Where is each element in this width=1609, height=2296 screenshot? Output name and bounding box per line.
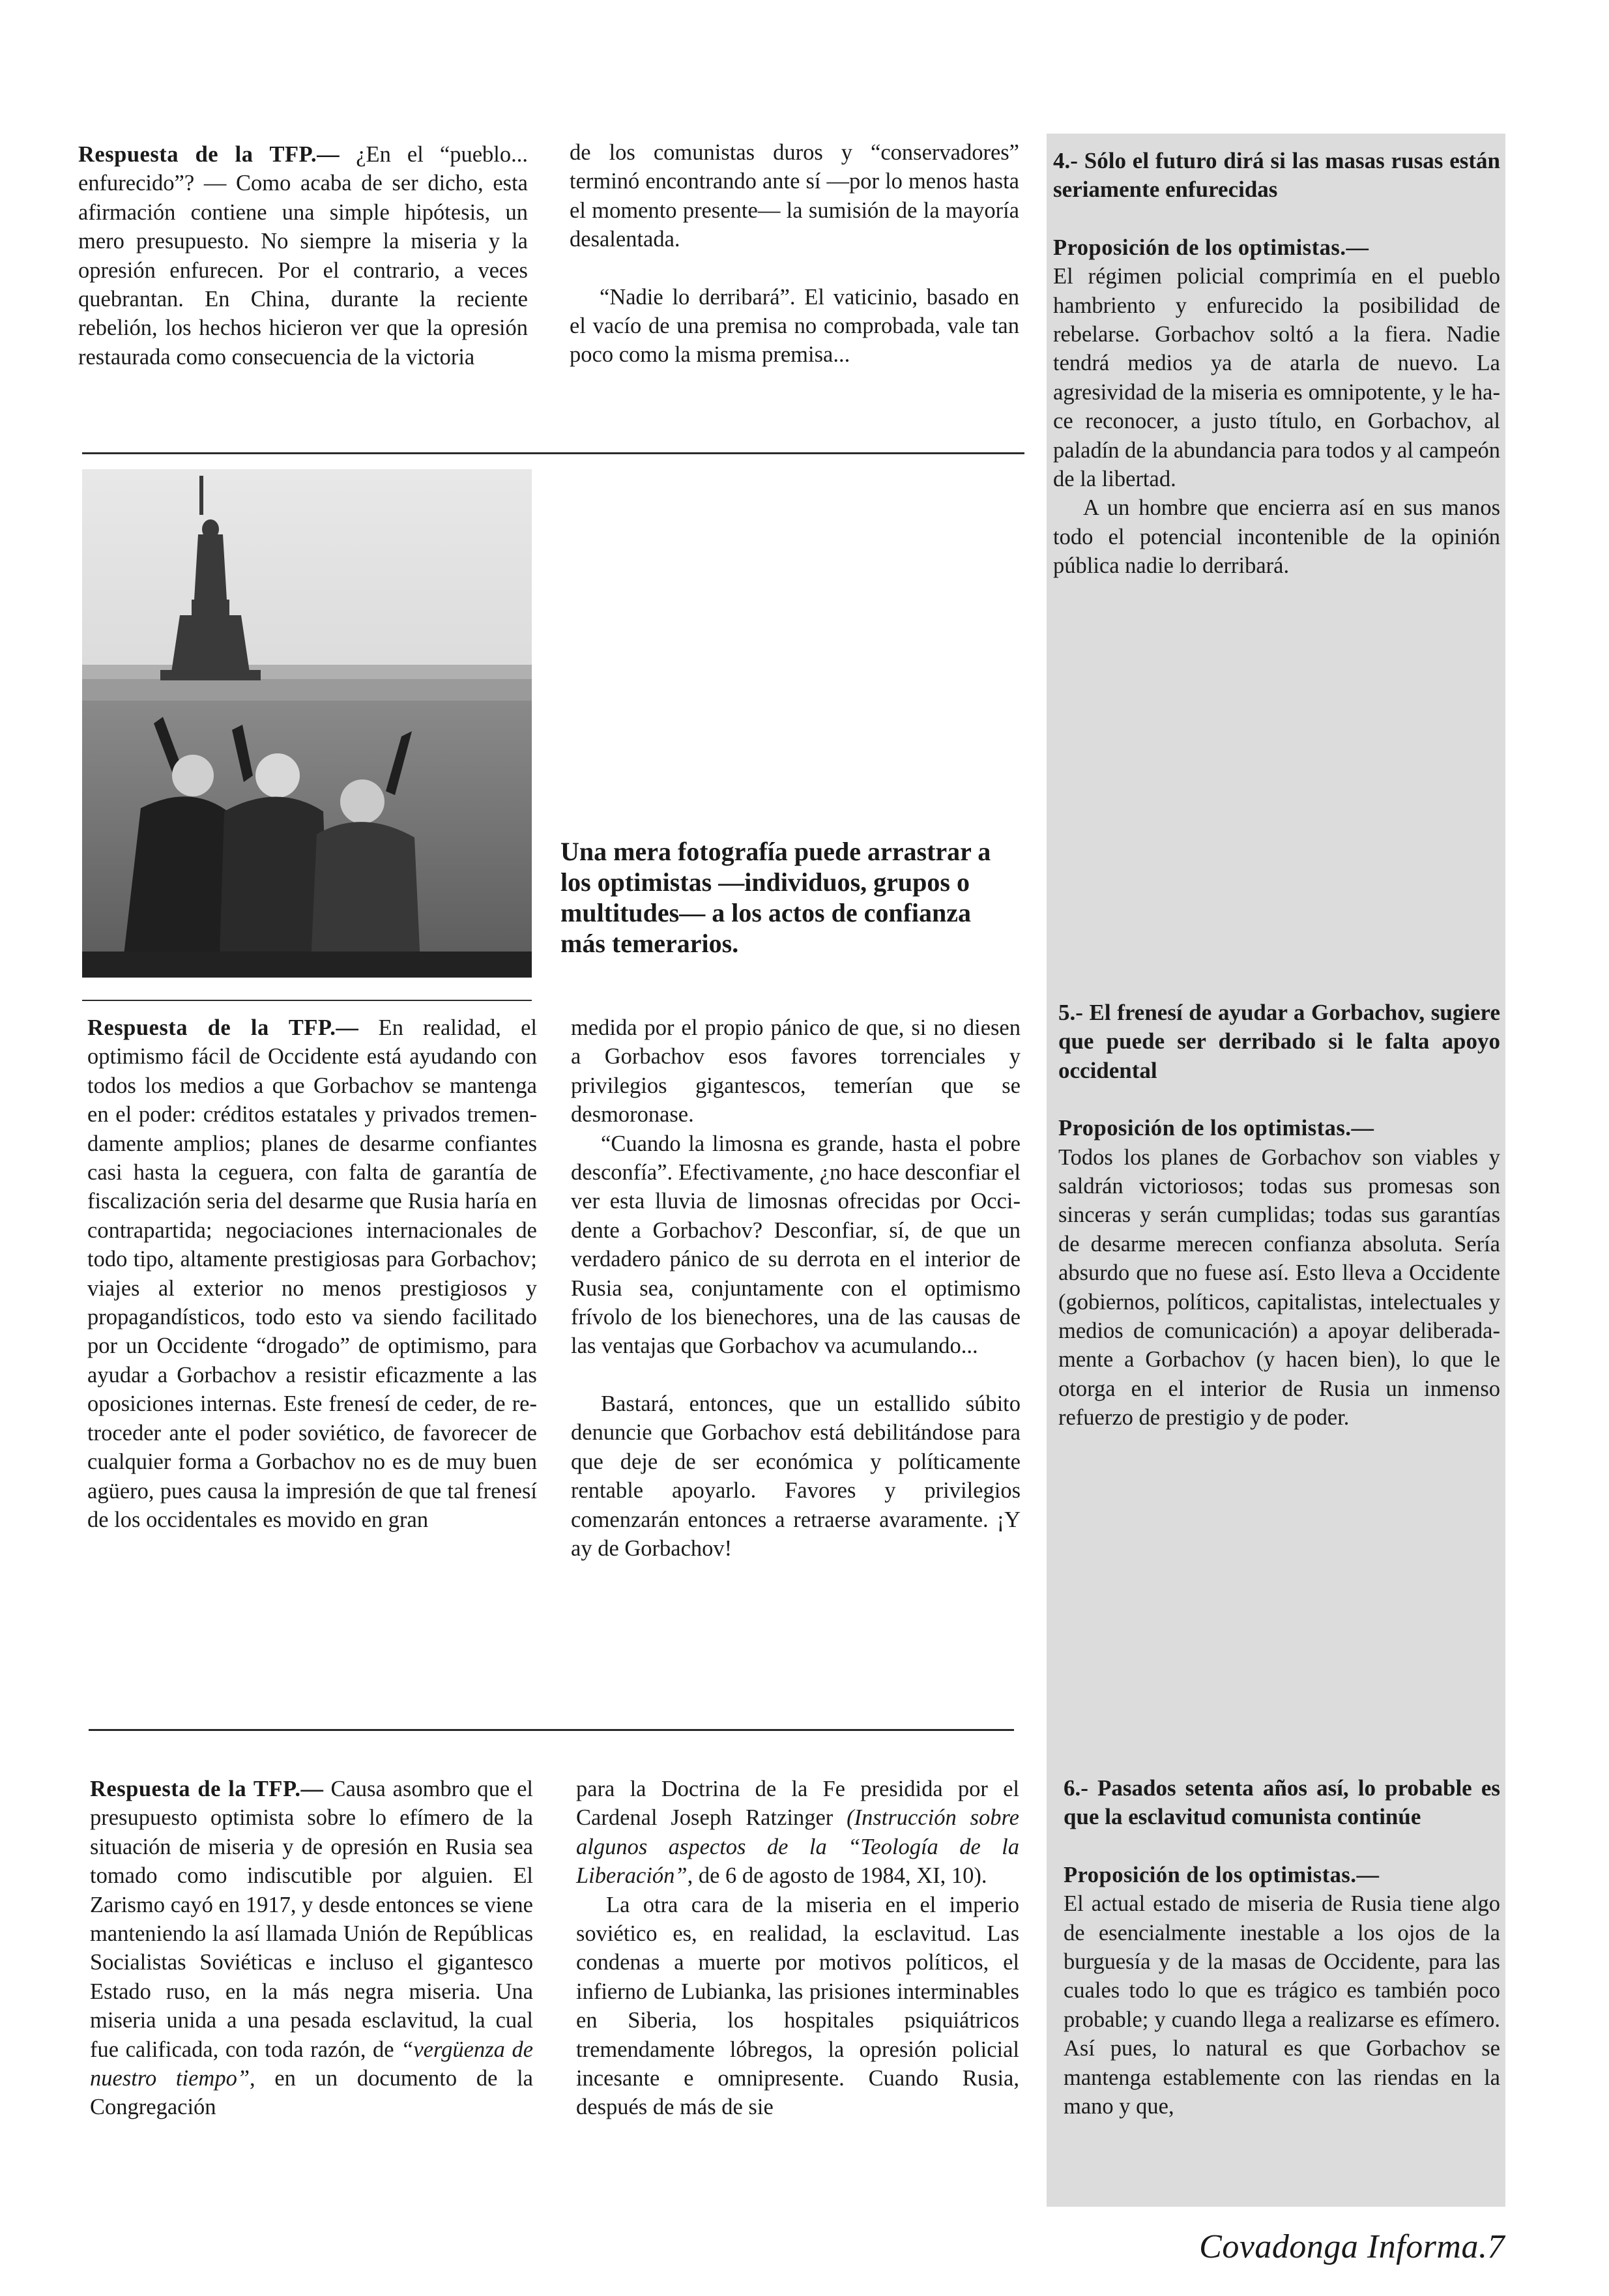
- photograph-statue-of-liberty-leaders-waving: [82, 469, 532, 978]
- section2-left-paragraph: [87, 1013, 537, 1534]
- section1-left-paragraph: [78, 140, 528, 371]
- page-number: .7: [1479, 2228, 1505, 2265]
- box6-heading: 6.- Pasados setenta años así, lo probable es que la esclavitud comunista continúe: [1064, 1775, 1500, 1830]
- paragraph-text: En realidad, el optimismo fácil de Occidente está ayudando con todos los medios a que Gorbachov se mantenga en el poder: créditos estatales y privados tremendamente amplios; planes de desarme confiantes casi hasta la ceguera, con falta de garantía de fiscalización seria del desarme que Rusia haría en contrapartida; negociaciones internacionales de todo tipo, altamente prestigiosas para Gorbachov; viajes al exterior no menos prestigiosos y propagandísticos, todo esto va siendo facilitado por un Occidente “drogado” de optimismo, para ayudar a Gorbachov a resistir eficazmente a las oposiciones internas. Este frenesí de ceder, de retroceder ante el poder soviético, de favorecer de cualquier forma a Gorbachov no es de muy buen agüero, pues causa la impresión de que tal frenesí de los occidentales es movido en gran: [87, 1015, 537, 1532]
- box5-heading: 5.- El frenesí de ayudar a Gorbachov, sugiere que puede ser derribado si le falta apoyo occidental: [1058, 1000, 1500, 1083]
- paragraph-text-a: Causa asombro que el presupuesto optimista sobre lo efímero de la situación de miseria y de opresión en Rusia sea tomado como indiscutible por alguien. El Zarismo cayó en 1917, y desde entonces se viene manteniendo la así llamada Unión de Repúblicas Socialistas Soviéticas e incluso el gigantesco Estado ruso, en la más negra miseria. Una miseria unida a una pesada esclavitud, la cual fue calificada, con toda razón, de: [90, 1777, 533, 2062]
- section2-sidebar-box: [1047, 984, 1505, 1751]
- box6-prop-label: Proposición de los optimistas.—: [1064, 1862, 1380, 1887]
- section3-middle-column: [576, 1775, 1019, 2122]
- box4-prop-label: Proposición de los optimistas.—: [1053, 235, 1369, 260]
- document-title: (Instrucción sobre algunos aspectos de la “Teología de la Liberación”: [576, 1805, 1019, 1889]
- photo-caption: Una mera fotografía puede arrastrar a los optimistas —individuos, grupos o multitudes— a los actos de confianza más temerarios.: [560, 837, 991, 958]
- section3-left-column: [90, 1775, 533, 2122]
- lead-label: Respuesta de la TFP.—: [78, 142, 340, 167]
- section1-middle-column: [570, 138, 1019, 370]
- section2-middle-column: [571, 1013, 1021, 1563]
- section3-middle-paragraph-2: La otra cara de la miseria en el imperio soviético es, en realidad, la esclavitud. Las condenas a muerte por motivos políticos, el infierno de Lubianka, las prisiones interminables en Siberia, los hospitales psiquiátricos tremendamente lóbregos, la opresión policial incesante e omnipresente. Cuando Rusia, después de más de sie: [576, 1892, 1019, 2120]
- lead-label: Respuesta de la TFP.—: [87, 1015, 359, 1040]
- box4-prop-text: El régimen policial comprimía en el pueblo hambriento y enfurecido la posibilidad de rebelarse. Gorbachov soltó a la fiera. Nadie tendrá medios ya de atarla de nuevo. La agresividad de la miseria es omnipotente, y le hace reconocer, a justo título, en Gorbachov, al paladín de la abundancia para todos y al campeón de la libertad.: [1053, 264, 1500, 492]
- magazine-name: Covadonga Informa: [1199, 2228, 1479, 2265]
- section3-middle-paragraph-1: para la Doctrina de la Fe presidida por el Cardenal Joseph Ratzinger (Instrucción sobre algunos aspectos de la “Teología de la Liberación”, de 6 de agosto de 1984, XI, 10).: [576, 1777, 1019, 1889]
- box4-prop-text-2: A un hombre que encierra así en sus manos todo el potencial incontenible de la opinión pública nadie lo derribará.: [1053, 495, 1500, 579]
- box5-body: [1058, 1114, 1500, 1432]
- quoted-phrase: “vergüenza de nuestro tiempo”: [90, 2037, 534, 2091]
- section1-middle-paragraph-2: “Nadie lo derribará”. El vaticinio, basado en el vacío de una premisa no comprobada, vale tan poco como la misma premisa...: [570, 284, 1019, 368]
- section1-sidebar-box: [1047, 134, 1505, 984]
- box4-heading: 4.- Sólo el futuro dirá si las masas rusas están seriamente enfurecidas: [1053, 148, 1500, 203]
- box5-prop-label: Proposición de los optimistas.—: [1058, 1116, 1374, 1141]
- section2-bottom-divider: [89, 1729, 1014, 1731]
- section1-middle-paragraph-1: de los comunistas duros y “conservadores” terminó encontrando ante sí —por lo menos hasta el momento presente— la sumisión de la mayoría desalentada.: [570, 140, 1019, 252]
- section2-left-column: [87, 1013, 537, 1534]
- photo-illustration: [82, 469, 532, 978]
- section2-middle-paragraph-1: medida por el propio pánico de que, si no diesen a Gorbachov esos favores torrenciales y privilegios gigantescos, temerían que se desmoronase.: [571, 1015, 1021, 1127]
- box6-body: [1064, 1861, 1500, 2121]
- paragraph-text: ¿En el “pueblo... enfurecido”? — Como acaba de ser dicho, esta afirmación contiene una simple hipótesis, un mero presupuesto. No siempre la miseria y la opresión enfurecen. Por el contrario, a veces quebrantan. En China, durante la reciente rebelión, los hechos hicieron ver que la opresión restaurada como consecuencia de la victoria: [78, 142, 528, 370]
- section3-sidebar-box: [1047, 1751, 1505, 2207]
- section1-left-column: [78, 140, 528, 371]
- box5-prop-text: Todos los planes de Gorbachov son viables y saldrán victoriosos; todas sus promesas son sinceras y serán cumplidas; todas sus garantías de desarme merecen confianza absoluta. Sería absurdo que no fuese así. Esto lleva a Occidente (gobiernos, políticos, capitalistas, intelectuales y medios de comunicación) a apoyar deliberadamente a Gorbachov (y hacen bien), lo que le otorga en el interior de Rusia un inmenso refuerzo de prestigio y de poder.: [1058, 1144, 1500, 1431]
- page-footer: [1199, 2228, 1505, 2266]
- section3-left-paragraph: [90, 1775, 533, 2122]
- section2-middle-paragraph-3: Bastará, entonces, que un estallido súbito denuncie que Gorbachov está debilitándose para que deje de ser económica y políticamente rentable apoyarlo. Favores y privilegios comenzarán entonces a retraerse avaramente. ¡Y ay de Gorbachov!: [571, 1391, 1021, 1561]
- section1-divider: [82, 452, 1024, 454]
- lead-label: Respuesta de la TFP.—: [90, 1777, 324, 1801]
- section2-middle-paragraph-2: “Cuando la limosna es grande, hasta el pobre desconfía”. Efectivamente, ¿no hace desconfiar el ver esta lluvia de limosnas ofrecidas por Occidente a Gorbachov? Desconfiar, sí, de que un verdadero pánico de su derrota en el interior de Rusia sea, conjuntamente con el optimismo frívolo de los bienechores, una de las causas de las ventajas que Gorbachov va acumulando...: [571, 1131, 1021, 1359]
- section2-top-divider: [82, 1000, 532, 1001]
- box6-prop-text: El actual estado de miseria de Rusia tiene algo de esencialmente inestable a los ojos de la burguesía y de la masas de Occidente, para las cuales todo lo que es trágico es también poco probable; y cuando llega a realizarse es efímero. Así pues, lo natural es que Gorbachov se mantenga establemente con las riendas en la mano y que,: [1064, 1891, 1500, 2119]
- paragraph-text-b: , en un documento de la Congregación: [90, 2066, 533, 2120]
- box4-body: [1053, 233, 1500, 581]
